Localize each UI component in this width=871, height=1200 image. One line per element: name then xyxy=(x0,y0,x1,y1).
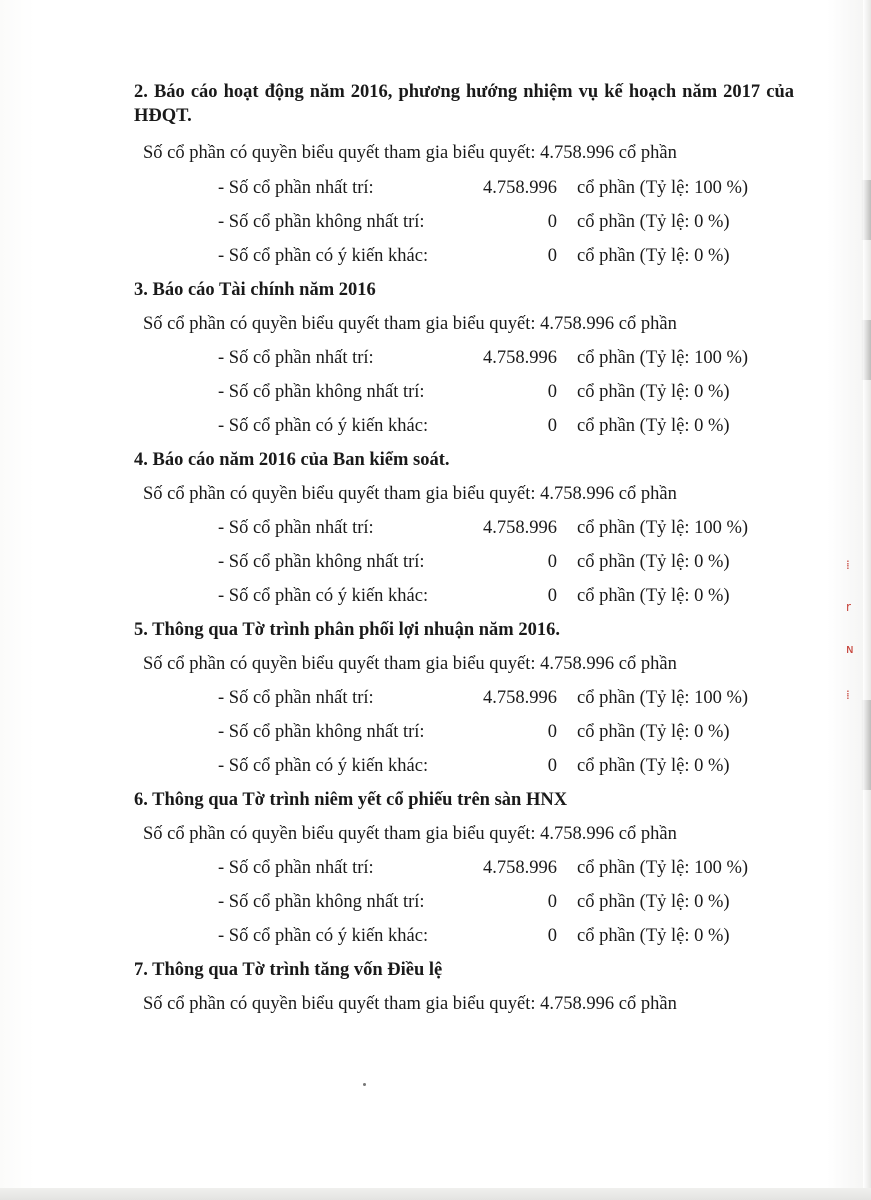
vote-row-disagree xyxy=(0,890,871,914)
vote-count: 4.758.996 xyxy=(483,348,557,368)
section-heading-7: 7. Thông qua Tờ trình tăng vốn Điều lệ xyxy=(134,960,443,980)
vote-label: - Số cổ phần nhất trí: xyxy=(218,178,374,198)
vote-label: - Số cổ phần không nhất trí: xyxy=(218,552,425,572)
vote-count: 4.758.996 xyxy=(483,518,557,538)
vote-label: - Số cổ phần không nhất trí: xyxy=(218,892,425,912)
vote-row-disagree xyxy=(0,210,871,234)
vote-count: 0 xyxy=(547,552,557,572)
vote-row-other xyxy=(0,754,871,778)
vote-label: - Số cổ phần không nhất trí: xyxy=(218,212,425,232)
section-heading-2: 2. Báo cáo hoạt động năm 2016, phương hướng nhiệm vụ kế hoạch năm 2017 của HĐQT. xyxy=(134,82,794,126)
page-bottom-edge xyxy=(0,1188,871,1200)
section-heading-3: 3. Báo cáo Tài chính năm 2016 xyxy=(134,280,376,300)
vote-label: - Số cổ phần không nhất trí: xyxy=(218,722,425,742)
section-heading-5: 5. Thông qua Tờ trình phân phối lợi nhuận năm 2016. xyxy=(134,620,560,640)
vote-label: - Số cổ phần không nhất trí: xyxy=(218,382,425,402)
vote-unit: cổ phần (Tỷ lệ: 0 %) xyxy=(577,756,730,776)
vote-count: 4.758.996 xyxy=(483,688,557,708)
section-7-total: Số cổ phần có quyền biểu quyết tham gia biểu quyết: 4.758.996 cổ phần xyxy=(143,994,677,1014)
vote-row-other xyxy=(0,414,871,438)
vote-unit: cổ phần (Tỷ lệ: 0 %) xyxy=(577,586,730,606)
vote-count: 0 xyxy=(547,246,557,266)
vote-unit: cổ phần (Tỷ lệ: 0 %) xyxy=(577,416,730,436)
stamp-fragment: r xyxy=(846,600,851,614)
vote-label: - Số cổ phần có ý kiến khác: xyxy=(218,416,429,436)
section-2-total: Số cổ phần có quyền biểu quyết tham gia biểu quyết: 4.758.996 cổ phần xyxy=(143,143,677,163)
vote-count: 0 xyxy=(547,586,557,606)
vote-count: 0 xyxy=(547,892,557,912)
section-4-total: Số cổ phần có quyền biểu quyết tham gia biểu quyết: 4.758.996 cổ phần xyxy=(143,484,677,504)
vote-unit: cổ phần (Tỷ lệ: 0 %) xyxy=(577,552,730,572)
vote-row-other xyxy=(0,244,871,268)
stamp-fragment: ɴ xyxy=(846,642,854,656)
vote-label: - Số cổ phần nhất trí: xyxy=(218,348,374,368)
vote-label: - Số cổ phần có ý kiến khác: xyxy=(218,756,429,776)
vote-row-other xyxy=(0,584,871,608)
vote-row-disagree xyxy=(0,380,871,404)
vote-row-other xyxy=(0,924,871,948)
vote-unit: cổ phần (Tỷ lệ: 100 %) xyxy=(577,348,749,368)
section-heading-6: 6. Thông qua Tờ trình niêm yết cổ phiếu trên sàn HNX xyxy=(134,790,568,810)
scan-speck xyxy=(363,1083,366,1086)
vote-row-agree xyxy=(0,346,871,370)
vote-label: - Số cổ phần nhất trí: xyxy=(218,688,374,708)
vote-unit: cổ phần (Tỷ lệ: 0 %) xyxy=(577,722,730,742)
vote-row-disagree xyxy=(0,550,871,574)
stamp-fragment: ⁞ xyxy=(846,688,850,702)
vote-count: 4.758.996 xyxy=(483,858,557,878)
vote-unit: cổ phần (Tỷ lệ: 0 %) xyxy=(577,382,730,402)
vote-unit: cổ phần (Tỷ lệ: 0 %) xyxy=(577,246,730,266)
vote-label: - Số cổ phần nhất trí: xyxy=(218,518,374,538)
section-3-total: Số cổ phần có quyền biểu quyết tham gia biểu quyết: 4.758.996 cổ phần xyxy=(143,314,677,334)
vote-unit: cổ phần (Tỷ lệ: 100 %) xyxy=(577,688,749,708)
vote-unit: cổ phần (Tỷ lệ: 100 %) xyxy=(577,178,749,198)
vote-count: 0 xyxy=(547,756,557,776)
stamp-fragment: ⁞ xyxy=(846,558,850,572)
vote-label: - Số cổ phần nhất trí: xyxy=(218,858,374,878)
vote-label: - Số cổ phần có ý kiến khác: xyxy=(218,586,429,606)
section-heading-4: 4. Báo cáo năm 2016 của Ban kiểm soát. xyxy=(134,450,450,470)
vote-row-disagree xyxy=(0,720,871,744)
vote-count: 0 xyxy=(547,212,557,232)
vote-unit: cổ phần (Tỷ lệ: 0 %) xyxy=(577,926,730,946)
vote-unit: cổ phần (Tỷ lệ: 0 %) xyxy=(577,212,730,232)
vote-row-agree xyxy=(0,856,871,880)
vote-label: - Số cổ phần có ý kiến khác: xyxy=(218,926,429,946)
vote-row-agree xyxy=(0,516,871,540)
vote-count: 0 xyxy=(547,722,557,742)
section-6-total: Số cổ phần có quyền biểu quyết tham gia biểu quyết: 4.758.996 cổ phần xyxy=(143,824,677,844)
vote-count: 0 xyxy=(547,416,557,436)
vote-unit: cổ phần (Tỷ lệ: 100 %) xyxy=(577,518,749,538)
section-5-total: Số cổ phần có quyền biểu quyết tham gia biểu quyết: 4.758.996 cổ phần xyxy=(143,654,677,674)
vote-row-agree xyxy=(0,176,871,200)
vote-count: 0 xyxy=(547,382,557,402)
vote-count: 0 xyxy=(547,926,557,946)
vote-unit: cổ phần (Tỷ lệ: 100 %) xyxy=(577,858,749,878)
vote-label: - Số cổ phần có ý kiến khác: xyxy=(218,246,429,266)
vote-row-agree xyxy=(0,686,871,710)
vote-unit: cổ phần (Tỷ lệ: 0 %) xyxy=(577,892,730,912)
vote-count: 4.758.996 xyxy=(483,178,557,198)
